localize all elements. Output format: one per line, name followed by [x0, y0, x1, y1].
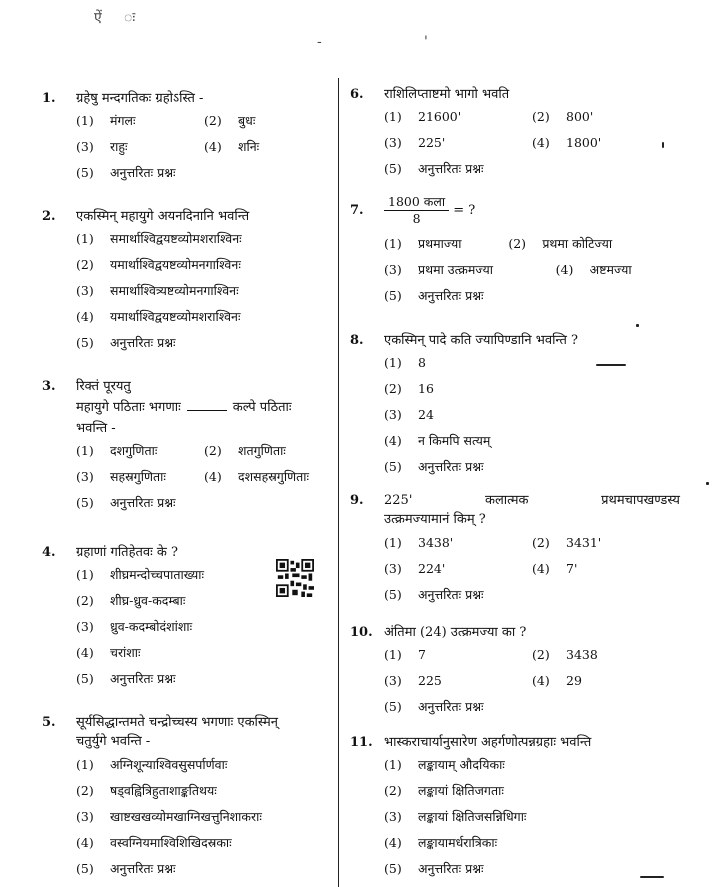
option[interactable] [204, 464, 332, 490]
option-text: समार्थाश्विद्वयष्टव्योमशराश्विनः [110, 231, 242, 246]
option-text: प्रथमा कोटिज्या [542, 236, 613, 251]
option-label: (3) [76, 619, 94, 634]
option-label: (1) [384, 647, 402, 662]
question-text-part: 225' [384, 493, 413, 508]
option-label: (2) [76, 783, 94, 798]
question-text: एकस्मिन् पादे कति ज्यापिण्डानि भवन्ति ? [384, 333, 578, 348]
option[interactable] [76, 226, 332, 252]
option[interactable] [384, 156, 680, 182]
option-text: दशगुणिताः [110, 443, 158, 458]
option-label: (5) [76, 495, 94, 510]
option-text: अनुत्तरितः प्रश्नः [110, 165, 176, 180]
option-label: (1) [76, 231, 94, 246]
option-label: (3) [76, 283, 94, 298]
option-text: 225 [418, 673, 442, 688]
question-text-part: कल्पे पठिताः [232, 400, 292, 415]
scan-speck [596, 364, 626, 366]
option[interactable] [384, 830, 680, 856]
option[interactable] [384, 668, 532, 694]
option[interactable] [532, 104, 680, 130]
option-text: 3431' [566, 535, 602, 550]
option-text: अनुत्तरितः प्रश्नः [418, 161, 484, 176]
question-number: 5. [42, 715, 56, 730]
option-label: (4) [532, 673, 550, 688]
option[interactable] [76, 160, 332, 186]
option-label: (5) [76, 671, 94, 686]
option-label: (2) [532, 647, 550, 662]
option-text: 1800' [566, 135, 602, 150]
option-text: लङ्कायां क्षितिजसन्निधिगाः [418, 809, 527, 824]
option-text: राहुः [110, 139, 128, 154]
option-label: (4) [532, 561, 550, 576]
question-text-line: उत्क्रमज्यामानं किम् ? [384, 512, 486, 527]
option-text: अनुत्तरितः प्रश्नः [110, 671, 176, 686]
question-number: 7. [350, 202, 364, 218]
option-text: 16 [418, 381, 434, 396]
option-label: (3) [384, 809, 402, 824]
option[interactable] [76, 108, 204, 134]
option-text: ध्रुव-कदम्बोदंशांशाः [110, 619, 193, 634]
option[interactable] [384, 104, 532, 130]
option-text: 3438' [418, 535, 454, 550]
option-label: (2) [508, 236, 527, 251]
question-11 [350, 734, 680, 882]
option[interactable] [556, 257, 680, 283]
option-text: बुधः [238, 113, 256, 128]
option-label: (3) [76, 809, 94, 824]
option[interactable] [204, 438, 332, 464]
scan-speck [662, 142, 664, 148]
question-number: 10. [350, 625, 373, 640]
header-mark: - [317, 34, 322, 50]
option-text: वस्वग्नियमाश्विशिखिदस्रकाः [110, 835, 232, 850]
option-label: (5) [384, 699, 402, 714]
option-text: अनुत्तरितः प्रश्नः [110, 335, 176, 350]
option[interactable] [384, 856, 680, 882]
option-label: (5) [384, 161, 402, 176]
option[interactable] [384, 752, 680, 778]
option-label: (4) [76, 645, 94, 660]
header-mark: ः [124, 10, 136, 26]
question-text: रिक्तं पूरयतु [76, 379, 131, 394]
option-text: दशसहस्रगुणिताः [238, 469, 310, 484]
option[interactable] [384, 454, 680, 480]
option-text: यमार्थाश्विद्वयष्टव्योमशराश्विनः [110, 309, 241, 324]
question-2 [42, 208, 332, 356]
question-text: एकस्मिन् महायुगे अयनदिनानि भवन्ति [76, 209, 250, 224]
question-9 [350, 492, 680, 608]
question-text: ग्रहाणां गतिहेतवः के ? [76, 545, 178, 560]
option-text: अनुत्तरितः प्रश्नः [418, 587, 484, 602]
fraction [384, 194, 449, 227]
option-label: (4) [76, 309, 94, 324]
option-label: (5) [76, 861, 94, 876]
option-label: (4) [204, 139, 222, 154]
option-text: शनिः [238, 139, 260, 154]
option[interactable] [76, 330, 332, 356]
option-text: समार्थाश्वित्र्यष्टव्योमनगाश्विनः [110, 283, 239, 298]
option-label: (2) [204, 443, 222, 458]
option-text: शतगुणिताः [238, 443, 286, 458]
option-text: मंगलः [110, 113, 136, 128]
question-text: राशिलिप्ताष्टमो भागो भवति [384, 87, 510, 102]
option[interactable] [384, 694, 680, 720]
option-label: (3) [384, 407, 402, 422]
option[interactable] [204, 134, 332, 160]
option-text: 7 [418, 647, 426, 662]
question-number: 1. [42, 91, 56, 106]
option-text: प्रथमाज्या [418, 236, 462, 251]
option[interactable] [384, 804, 680, 830]
question-text: सूर्यसिद्धान्तमते चन्द्रोच्चस्य भगणाः एकस्मिन् [76, 715, 278, 730]
option[interactable] [384, 428, 680, 454]
question-text-part: कलात्मक [484, 493, 529, 508]
question-number: 2. [42, 209, 56, 224]
option[interactable] [384, 376, 680, 402]
question-text-line: चतुर्युगे भवन्ति - [76, 734, 151, 749]
option-text: अनुत्तरितः प्रश्नः [418, 459, 484, 474]
option[interactable] [384, 642, 532, 668]
option-text: अग्निशून्याश्विवसुसर्पार्णवाः [110, 757, 228, 772]
option-label: (5) [384, 459, 402, 474]
option-label: (2) [204, 113, 222, 128]
question-number: 3. [42, 379, 56, 394]
question-text: ग्रहेषु मन्दगतिकः ग्रहोऽस्ति - [76, 91, 204, 106]
question-text: अंतिमा (24) उत्क्रमज्या का ? [384, 625, 527, 640]
option-label: (1) [384, 355, 402, 370]
fill-blank [187, 410, 227, 411]
question-6 [350, 86, 680, 182]
option-text: 8 [418, 355, 426, 370]
option[interactable] [508, 231, 680, 257]
option-text: लङ्कायामर्धरात्रिकाः [418, 835, 498, 850]
option-label: (4) [384, 835, 402, 850]
option-label: (1) [76, 113, 94, 128]
option-text: 225' [418, 135, 446, 150]
option-text: यमार्थाश्विद्वयष्टव्योमनगाश्विनः [110, 257, 241, 272]
option[interactable] [384, 778, 680, 804]
option-text: अनुत्तरितः प्रश्नः [418, 699, 484, 714]
option-text: अनुत्तरितः प्रश्नः [110, 861, 176, 876]
option-label: (4) [384, 433, 402, 448]
option-label: (2) [532, 535, 550, 550]
question-number: 8. [350, 333, 364, 348]
question-text-line: भवन्ति - [76, 421, 116, 436]
question-8 [350, 332, 680, 480]
option[interactable] [384, 231, 508, 257]
option-text: शीघ्र-ध्रुव-कदम्बाः [110, 593, 186, 608]
option[interactable] [384, 582, 680, 608]
option-text: न किमपि सत्यम् [418, 433, 491, 448]
option-label: (1) [76, 757, 94, 772]
option[interactable] [384, 556, 532, 582]
option[interactable] [76, 490, 332, 516]
scan-speck [636, 324, 639, 327]
option-label: (4) [76, 835, 94, 850]
option[interactable] [532, 530, 680, 556]
question-number: 6. [350, 87, 364, 102]
question-text-line [76, 396, 332, 420]
option-label: (1) [384, 535, 402, 550]
question-5 [42, 714, 332, 882]
question-number: 11. [350, 735, 373, 750]
header-mark: ' [424, 34, 428, 50]
fraction-numerator: 1800 कला [384, 194, 449, 211]
option-text: अनुत्तरितः प्रश्नः [418, 861, 484, 876]
question-text [384, 194, 680, 227]
option-label: (5) [76, 165, 94, 180]
option-text: 29 [566, 673, 582, 688]
option-text: 7' [566, 561, 578, 576]
option-text: प्रथमा उत्क्रमज्या [418, 262, 493, 277]
option-text: षड्वह्वित्रिहुताशाङ्कतिथयः [110, 783, 217, 798]
option-label: (2) [532, 109, 550, 124]
option[interactable] [76, 614, 332, 640]
question-text: भास्कराचार्यानुसारेण अहर्गणोत्पन्नग्रहाः भवन्ति [384, 735, 592, 750]
option-label: (1) [384, 109, 402, 124]
option[interactable] [76, 778, 332, 804]
option[interactable] [76, 640, 332, 666]
option-text: अनुत्तरितः प्रश्नः [110, 495, 176, 510]
qr-code-icon [276, 559, 314, 597]
scan-speck [706, 482, 709, 485]
option[interactable] [76, 752, 332, 778]
question-1 [42, 90, 332, 186]
option[interactable] [76, 134, 204, 160]
question-text [384, 492, 680, 510]
option-label: (1) [384, 236, 402, 251]
option[interactable] [384, 130, 532, 156]
option[interactable] [76, 804, 332, 830]
option[interactable] [384, 257, 556, 283]
header-mark: ऐं [94, 10, 102, 26]
option-label: (2) [76, 257, 94, 272]
option-label: (4) [532, 135, 550, 150]
option-text: अष्टमज्या [589, 262, 632, 277]
column-divider [338, 78, 339, 887]
option-label: (5) [384, 587, 402, 602]
question-number: 4. [42, 545, 56, 560]
option-text: 3438 [566, 647, 598, 662]
question-text-part: महायुगे पठिताः भगणाः [76, 400, 181, 415]
question-number: 9. [350, 493, 364, 508]
option[interactable] [532, 556, 680, 582]
option-label: (3) [384, 135, 402, 150]
option[interactable] [76, 856, 332, 882]
option-label: (3) [384, 673, 402, 688]
option-label: (2) [76, 593, 94, 608]
option-label: (4) [204, 469, 222, 484]
option[interactable] [76, 830, 332, 856]
option[interactable] [532, 668, 680, 694]
fraction-denominator: 8 [412, 211, 421, 226]
question-3 [42, 378, 332, 516]
option[interactable] [532, 642, 680, 668]
option-label: (3) [384, 561, 402, 576]
question-7 [350, 194, 680, 309]
option[interactable] [532, 130, 680, 156]
option-text: चरांशाः [110, 645, 141, 660]
option-label: (3) [76, 139, 94, 154]
option[interactable] [76, 464, 204, 490]
scan-speck [640, 876, 664, 878]
option[interactable] [76, 252, 332, 278]
option[interactable] [384, 530, 532, 556]
option[interactable] [384, 283, 680, 309]
option-text: सहस्रगुणिताः [110, 469, 166, 484]
option-text: अनुत्तरितः प्रश्नः [418, 288, 484, 303]
option-label: (5) [384, 861, 402, 876]
option-label: (4) [555, 262, 574, 277]
option-label: (3) [384, 262, 402, 277]
option-text: खाष्टखखव्योमखाग्निखत्तुनिशाकराः [110, 809, 262, 824]
option-text: 21600' [418, 109, 462, 124]
option-label: (1) [76, 443, 94, 458]
option[interactable] [204, 108, 332, 134]
option[interactable] [76, 278, 332, 304]
option-label: (1) [76, 567, 94, 582]
option[interactable] [76, 666, 332, 692]
option-label: (2) [384, 783, 402, 798]
option[interactable] [76, 304, 332, 330]
option[interactable] [384, 350, 680, 376]
option-label: (5) [76, 335, 94, 350]
option-label: (2) [384, 381, 402, 396]
option-text: 24 [418, 407, 434, 422]
option-text: 224' [418, 561, 446, 576]
option-text: शीघ्रमन्दोच्चपाताख्याः [110, 567, 205, 582]
option[interactable] [76, 438, 204, 464]
option[interactable] [384, 402, 680, 428]
question-text-part: प्रथमचापखण्डस्य [601, 493, 680, 508]
option-text: 800' [566, 109, 594, 124]
option-text: लङ्कायाम् औदयिकाः [418, 757, 505, 772]
option-label: (3) [76, 469, 94, 484]
option-label: (1) [384, 757, 402, 772]
option-text: लङ्कायां क्षितिजगताः [418, 783, 504, 798]
fraction-tail: = ? [453, 203, 476, 218]
question-10 [350, 624, 680, 720]
option-label: (5) [384, 288, 402, 303]
